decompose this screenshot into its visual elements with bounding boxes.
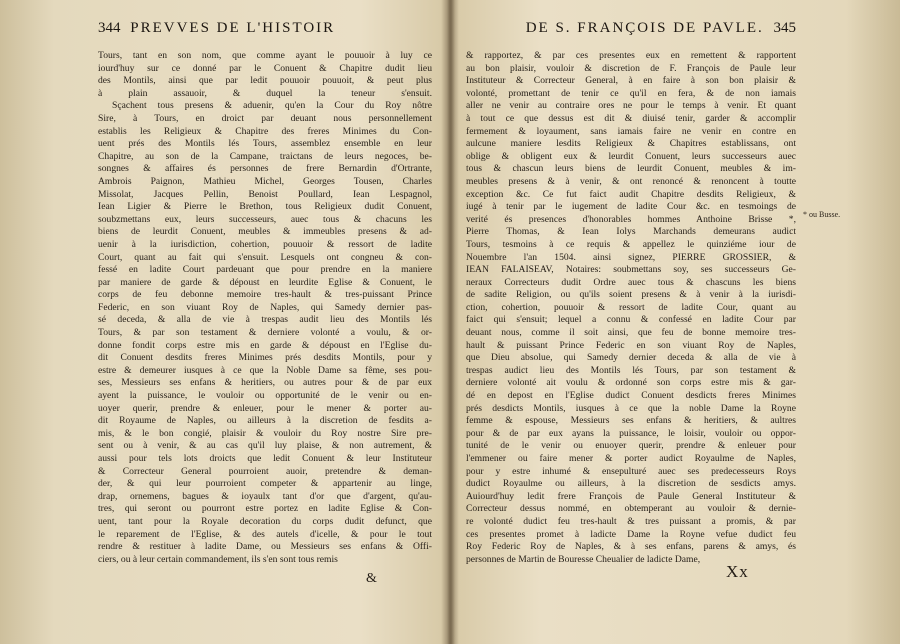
text-line: aulcune maniere lesdits Religieux & Chapitres establissans, ont <box>466 138 796 150</box>
text-line: biens de leurdit Conuent, meubles & immeubles presens & ad- <box>98 226 432 238</box>
text-line: ction, cohertion, pouuoir & ressort de ladite Cour, quant au <box>466 301 796 313</box>
text-line: Correcteur dessus nommé, en obtemperant au vouloir & dernie- <box>466 503 796 515</box>
text-line: fessé en ladite Court pardeuant que pour prendre en la maniere <box>98 264 432 276</box>
text-line: Missolat, Jacques Pellin, Benoist Poullard, Iean Lespagnol, <box>98 188 432 200</box>
text-line: donne fondit corps estre mis en garde & dépoust en l'Eglise du- <box>98 339 432 351</box>
text-line: & rapportez, & par ces presentes eux en remettent & rapportent <box>466 50 796 61</box>
text-line: establis les Religieux & Chapitre des freres Minimes du Con- <box>98 125 432 137</box>
text-line: aussi pour tels lots droicts que ledit Conuent & leur Instituteur <box>98 453 432 464</box>
text-line: uenir à la iurisdiction, cohertion, pouuoir & ressort de ladite <box>98 238 432 250</box>
text-line: drap, ornemens, bagues & ioyaulx tant d'or que d'argent, qu'au- <box>98 490 432 502</box>
text-line: Tours, tant en son nom, que comme ayant le pouuoir à luy ce <box>98 50 432 61</box>
text-line: Roy Federic Roy de Naples, & à ses enfans, parens & amys, és <box>466 541 796 553</box>
text-line: volonté, promettant de tenir ce qu'il en fera, & de non iamais <box>466 87 796 99</box>
text-line: meubles presens & à venir, & ont renoncé & renoncent à toutte <box>466 175 796 187</box>
text-line: oblige & obligent eux & leurdit Conuent, leurs successeurs auec <box>466 150 796 162</box>
text-line: ces presentes promet à ladicte Dame la Royne vefue dudict feu <box>466 528 796 540</box>
text-line: tous & chascun leurs biens de leurdit Conuent, meubles & im- <box>466 163 796 175</box>
text-line: corps de feu debonne memoire tres-hault & tres-puissant Prince <box>98 289 432 301</box>
right-running-title: DE S. FRANÇOIS DE PAVLE. <box>525 20 764 36</box>
text-line: Sire, à Tours, en droict par deuant nous personnellement <box>98 112 432 124</box>
text-line: femme & espouse, Messieurs ses enfans & heritiers, & aultres <box>466 415 796 427</box>
margin-note: * ou Busse. <box>803 210 841 219</box>
text-line: dit Conuent desdits freres Minimes prés desdits Montils, pour y <box>98 352 432 364</box>
text-line: derniere volonté ait voulu & ordonné son corps estre mis & gar- <box>466 377 796 389</box>
text-line: Sçachent tous presens & aduenir, qu'en la Cour du Roy nôtre <box>112 100 432 112</box>
text-line: dudict Royaulme ou ailleurs, à la discretion de sesdicts amys. <box>466 478 796 490</box>
text-line: Federic, en son viuant Roy de Naples, qui Samedy dernier pas- <box>98 301 432 313</box>
text-line: verité és presences d'honorables hommes Anthoine Brisse *, <box>466 213 796 225</box>
signature-mark: Xx <box>726 562 749 581</box>
text-line: au bon plaisir, vouloir & discretion de F. François de Paule leur <box>466 62 796 74</box>
text-line: tres, qui seront ou pourront estre portez en ladite Eglise & Con- <box>98 503 432 515</box>
right-page-header <box>466 20 796 44</box>
left-page <box>98 20 432 620</box>
left-page-header <box>98 20 432 44</box>
book-gutter <box>447 0 455 644</box>
text-line: ciers, ou à leur certain commandement, ils s'en sont tous remis <box>98 553 338 565</box>
text-line: ses, Messieurs ses enfans & heritiers, ou autres pour & de par eux <box>98 377 432 389</box>
text-line: & Correcteur General pourroient auoir, pretendre & deman- <box>98 465 432 477</box>
text-line: Auiourd'huy ledit frere François de Paule General Instituteur & <box>466 490 796 502</box>
text-line: que Dieu absolue, qui Samedy dernier deceda & alla de vie à <box>466 352 796 364</box>
text-line: rendre & restituer à ladite Dame, ou Messieurs ses enfans & Offi- <box>98 541 432 553</box>
text-line: deuant nous, comme il soit ainsi, que feu de bonne memoire tres- <box>466 327 796 339</box>
text-line: Tours, tesmoins à ce requis & appellez le quinziéme iour de <box>466 238 796 250</box>
text-line: mis, & le bon congié, plaisir & vouloir du Roy nostre Sire pre- <box>98 427 432 439</box>
left-running-title: PREVVES DE L'HISTOIR <box>130 20 336 36</box>
text-line: iugé à tenir par le iugement de ladite Cour &c. en tesmoings de <box>466 201 796 213</box>
text-line: der, & qui leur pourroient competer & appartenir au linge, <box>98 478 432 490</box>
text-line: pour & de par eux ayans la puissance, le loisir, vouloir ou oppor- <box>466 427 796 439</box>
text-line: uent prés des Montils lés Tours, assemblez ensemble en leur <box>98 138 432 150</box>
text-line: ayent la puissance, le vouloir ou opportunité de le venir ou en- <box>98 390 432 402</box>
text-line: par maniere de garde & dépoust en leurdite Eglise & Conuent, le <box>98 276 432 288</box>
text-line: des Montils, ainsi que par ledit pouuoir pouuoit, & peut plus <box>98 75 432 87</box>
left-page-text <box>98 50 432 566</box>
text-line: prés desdicts Montils, iusques à ce que la noble Dame la Royne <box>466 402 796 414</box>
left-page-number: 344 <box>98 20 121 36</box>
right-page-text <box>466 50 796 566</box>
text-line: Nouembre l'an 1504. ainsi signez, PIERRE GROSSIER, & <box>466 251 796 263</box>
text-line: personnes de Martin de Bouresse Cheualier de ladicte Dame, <box>466 553 701 565</box>
left-catchword: & <box>366 571 377 586</box>
text-line: l'emmener ou faire mener & porter audict Royaulme de Naples, <box>466 453 796 464</box>
text-line: Pierre Thomas, & Iean Iolys Marchands demeurans audict <box>466 226 796 238</box>
text-line: re volonté dudict feu tres-hault & tres puissant a promis, & par <box>466 515 796 527</box>
text-line: Iean Ligier & Pierre le Brethon, tous Religieux dudit Conuent, <box>98 201 432 213</box>
text-line: à plain assauoir, & duquel la teneur s'ensuit. <box>98 87 432 99</box>
text-line: de sadite Religion, ou qu'ils soient presens & à venir à la iurisdi- <box>466 289 796 301</box>
text-line: Tours, & par son testament & derniere volonté a voulu, & or- <box>98 327 432 339</box>
text-line: sent ou à venir, & au cas qu'il luy plaise, & non autrement, & <box>98 440 432 452</box>
right-page-number: 345 <box>773 20 796 36</box>
text-line: à tout ce que dessus est dit & diuisé tenir, garder & accomplir <box>466 112 796 124</box>
text-line: dit Royaume de Naples, ou ailleurs à la discretion de fesdits a- <box>98 415 432 427</box>
text-line: estre & demeurer iusques à ce que la Noble Dame sa fême, ses pou- <box>98 364 432 376</box>
text-line: soubzmettans eux, leurs successeurs, auec tous & chacuns les <box>98 213 432 225</box>
text-line: Chapitre, au son de la Campane, traictans de leurs negoces, be- <box>98 150 432 162</box>
text-line: neraux Correcteurs dudit Ordre auec tous & chascuns les biens <box>466 276 796 288</box>
text-line: Ambrois Paignon, Mathieu Michel, Georges Tousen, Charles <box>98 175 432 187</box>
text-line: le reparement de l'Eglise, & des autels d'icelle, & pour le tout <box>98 528 432 540</box>
text-line: hault & puissant Prince Federic en son viuant Roy de Naples, <box>466 339 796 351</box>
right-page <box>466 20 796 620</box>
text-line: Court, quant au fait qui s'ensuit. Lesquels ont congneu & con- <box>98 251 432 263</box>
text-line: Instituteur & Correcteur General, à en faire à son bon plaisir & <box>466 75 796 87</box>
text-line: songnes & affaires és personnes de frere Bernardin d'Ortrante, <box>98 163 432 175</box>
text-line: dé en depost en l'Eglise dudict Conuent desdicts freres Minimes <box>466 390 796 402</box>
text-line: fermement & loyaument, sans iamais faire ne venir en contre en <box>466 125 796 137</box>
text-line: faict qui s'ensuit; lequel a connu & confessé en ladite Cour par <box>466 314 796 326</box>
text-line: IEAN FALAISEAV, Notaires: soubmettans soy, ses successeurs Ge- <box>466 264 796 276</box>
text-line: uent, tant pour la Royale decoration du corps dudit defunct, que <box>98 515 432 527</box>
text-line: pour y estre inhumé & ensepulturé auec ses predecesseurs Roys <box>466 465 796 477</box>
text-line: uoyer querir, prendre & enleuer, pour le mener & porter au- <box>98 402 432 414</box>
text-line: sé deceda, & alla de vie à trespas audit lieu des Montils lés <box>98 314 432 326</box>
text-line: iourd'huy sur ce donné par le Conuent & Chapitre dudit lieu <box>98 62 432 74</box>
text-line: trespas audict lieu des Montils lés Tours, par son testament & <box>466 364 796 376</box>
text-line: tunité de le venir ou enuoyer querir, prendre & enleuer pour <box>466 440 796 452</box>
text-line: aller ne venir au contraire ores ne pour le temps à venir. Et quant <box>466 100 796 112</box>
text-line: exception &c. Ce fut faict audit Chapitre desdits Religieux, & <box>466 188 796 200</box>
